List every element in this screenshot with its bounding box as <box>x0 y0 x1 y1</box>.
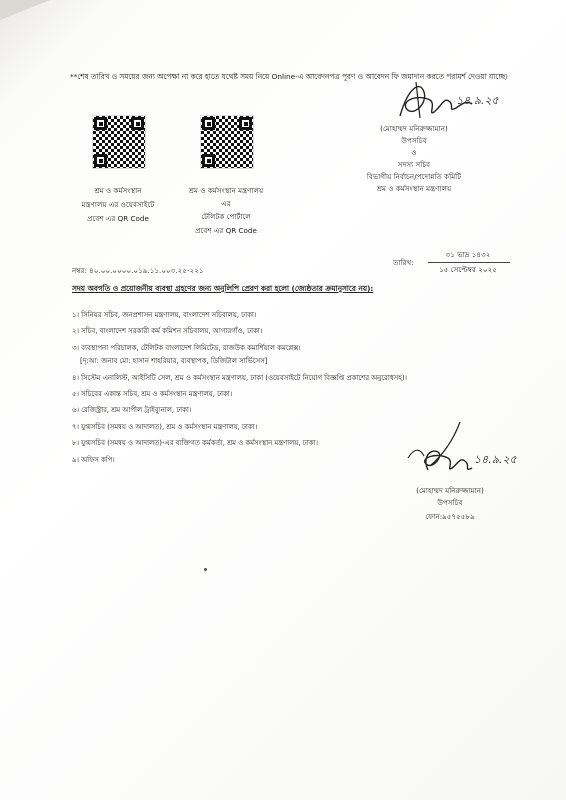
list-item: ১। সিনিয়র সচিব, জনপ্রশাসন মন্ত্রণালয়, বাংলাদেশ সচিবালয়, ঢাকা। <box>72 311 257 319</box>
date-bangla: ৩১ ভাদ্র ১৪৩২ <box>445 250 491 259</box>
qr-right-caption-4: প্রবেশ এর QR Code <box>195 226 257 235</box>
date-gregorian: ১৫ সেপ্টেম্বর ২০২৫ <box>439 265 497 274</box>
qr-right-caption-1: শ্রম ও কর্মসংস্থান মন্ত্রণালয় <box>188 186 264 195</box>
bottom-signature-date: ১৪.৯.২৫ <box>474 453 517 466</box>
date-label: তারিখ: <box>393 258 414 267</box>
top-signer-designation: উপসচিব <box>401 136 427 145</box>
top-signer-ministry: শ্রম ও কর্মসংস্থান মন্ত্রণালয় <box>376 184 452 193</box>
qr-left-caption-1: শ্রম ও কর্মসংস্থান <box>94 186 142 195</box>
list-item: ৭। যুগ্মসচিব (সমন্বয় ও আদালত), শ্রম ও কর্মসংস্থান মন্ত্রণালয়, ঢাকা। <box>72 422 258 431</box>
top-signer-name: (মোহাম্মদ মনিরুজ্জামান) <box>380 124 448 133</box>
top-signer-role: সদস্য সচিব <box>397 160 431 169</box>
top-signature-date: ১৪.৯.২৫ <box>456 94 499 107</box>
list-item-attention: [দৃ:আ: জনাব মো: হাসান শাহরিয়ার, ব্যবস্থাপক, ডিজিটাল সার্ভিসেস] <box>80 357 268 366</box>
qr-right-caption-3: টেলিটক পোর্টালে <box>201 212 251 221</box>
list-item: ৯। অফিস কপি। <box>72 455 115 464</box>
qr-right-caption-2: এর <box>221 199 231 208</box>
bottom-signature <box>400 418 540 484</box>
qr-code-teletalk-portal[interactable] <box>200 115 254 169</box>
top-signer-committee: বিভাগীয় নির্বাচন/পদোন্নতি কমিটি <box>366 172 462 181</box>
page-fold <box>0 0 50 20</box>
bottom-signer-designation: উপসচিব <box>437 498 463 507</box>
list-item: ৩। ব্যবস্থাপনা পরিচালক, টেলিটক বাংলাদেশ লিমিটেড, রাজউক কমার্শিয়াল কমপ্লেক্স। <box>72 343 301 352</box>
top-signer-and: ও <box>411 148 417 157</box>
recipient-list <box>72 309 407 470</box>
qr-left-caption-3: প্রবেশ এর QR Code <box>87 214 149 223</box>
list-item: ৪। সিস্টেম এনালিস্ট, আইসিটি সেল, শ্রম ও কর্মসংস্থান মন্ত্রণালয়, ঢাকা (ওয়েবসাইটে নিয়োগ বিজ্ঞপ্তি প্রকাশের অনুরোধসহ)। <box>72 373 408 382</box>
qr-code-ministry-website[interactable] <box>92 115 146 169</box>
distribution-subject: সদয় অবগতি ও প্রয়োজনীয় ব্যবস্থা গ্রহণের জন্য অনুলিপি প্রেরণ করা হলো (জ্যেষ্ঠতার ক্রমানুসারে নয়): <box>72 284 374 293</box>
date-divider <box>428 262 510 263</box>
memo-number: নম্বর: ৪০.০০.০০০০.০১৯.১১.০০৩.২৫-২২১ <box>72 266 204 275</box>
list-item: ৮। যুগ্মসচিব (সমন্বয় ও আদালত)-এর ব্যক্তিগত কর্মকর্তা, শ্রম ও কর্মসংস্থান মন্ত্রণালয়, ঢাকা। <box>72 439 318 448</box>
bottom-signer-name: (মোহাম্মদ মনিরুজ্জামান) <box>416 486 484 495</box>
ink-dot <box>204 568 207 571</box>
online-application-note: **শেষ তারিখ ও সময়ের জন্য অপেক্ষা না করে হাতে যথেষ্ট সময় নিয়ে Online-এ আবেদনপত্র পূরণ ও আবেদন ফি জমাদান করতে পরামর্শ দেওয়া যাচ্ছে। <box>70 72 508 81</box>
bottom-signer-phone: ফোন:৯৫৭৫৫৮৯ <box>425 512 475 521</box>
list-item: ৬। রেজিস্ট্রার, শ্রম আপীল ট্রাইব্যুনাল, ঢাকা। <box>72 406 192 415</box>
list-item: ৫। সচিবের একান্ত সচিব, শ্রম ও কর্মসংস্থান মন্ত্রণালয়, ঢাকা। <box>72 389 233 398</box>
qr-left-caption-2: মন্ত্রণালয় এর ওয়েবসাইটে <box>81 200 155 209</box>
list-item: ২। সচিব, বাংলাদেশ সরকারী কর্ম কমিশন সচিবালয়, আগারগাঁও, ঢাকা। <box>72 327 263 336</box>
